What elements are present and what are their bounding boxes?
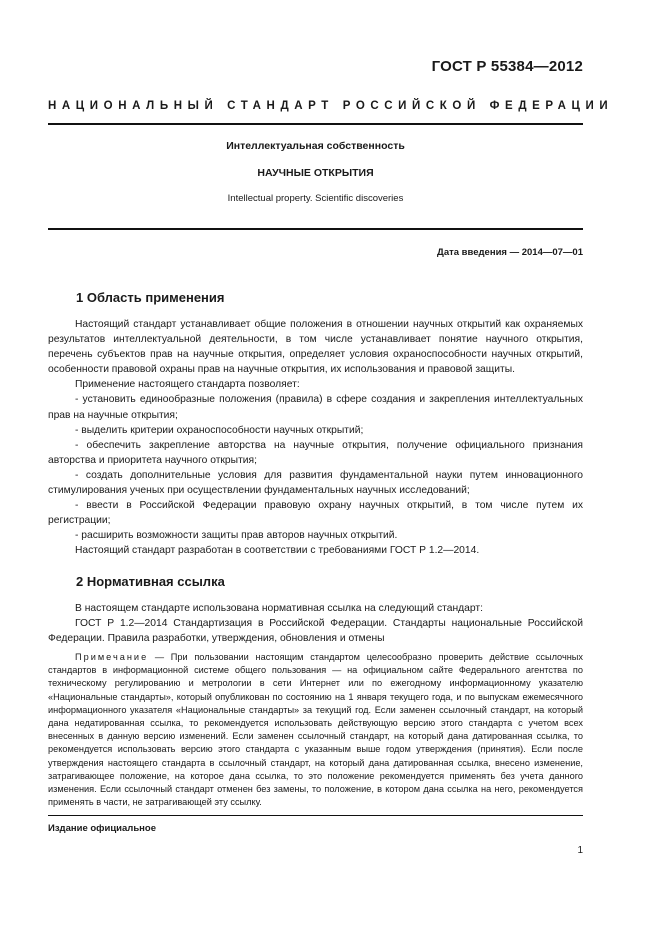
list-item: - выделить критерии охраноспособности научных открытий; [75,424,364,436]
note-text: — При пользовании настоящим стандартом целесообразно проверить действие ссылочных стандартов в информационной системе общего пользования — на официальном сайте Федерального агентства по техническому регулированию и метрологии в сети Интернет или по ежегодному информационному указателю «Национальные стандарты», который опубликован по состоянию на 1 января текущего года, и по выпускам ежемесячного информационного указателя «Национальные стандарты» за текущий год. Если заменен ссылочный стандарт, на который дана недатированная ссылка, то рекомендуется использовать действующую версию этого стандарта с учетом всех внесенных в данную версию изменений. Если заменен ссылочный стандарт, на который дана датированная ссылка, то рекомендуется использовать версию этого стандарта с указанным выше годом утверждения (принятия). Если после утверждения настоящего стандарта в ссылочный стандарт, на который дана датированная ссылка, внесено изменение, затрагивающее положение, на которое дана ссылка, то это положение рекомендуется применять без учета данного изменения. Если ссылочный стандарт отменен без замены, то положение, в котором дана ссылка на него, рекомендуется применять в части, не затрагивающей эту ссылку. [48,652,583,808]
footer-divider [48,815,583,816]
document-title: Интеллектуальная собственность [226,140,405,152]
top-divider [48,123,583,125]
paragraph: Настоящий стандарт устанавливает общие положения в отношении научных открытий как охраняемых результатов интеллектуальной деятельности, в том числе устанавливает понятие научного открытия, перечень субъектов прав на научные открытия, определяет условия охраноспособности научных открытий, особенности правовой охраны прав на научные открытия, их использования и правовой защиты. [48,319,583,376]
introduction-date: Дата введения — 2014—07—01 [437,247,583,258]
gost-number: ГОСТ Р 55384—2012 [431,58,583,75]
official-edition-label: Издание официальное [48,823,156,834]
list-item: - расширить возможности защиты прав авторов научных открытий. [75,530,398,542]
national-standard-banner: НАЦИОНАЛЬНЫЙ СТАНДАРТ РОССИЙСКОЙ ФЕДЕРАЦИИ [48,100,614,112]
document-title-english: Intellectual property. Scientific discoveries [227,193,404,204]
paragraph: В настоящем стандарте использована нормативная ссылка на следующий стандарт: [75,603,483,614]
paragraph: Настоящий стандарт разработан в соответствии с требованиями ГОСТ Р 1.2—2014. [75,545,480,557]
reference-note [48,651,583,809]
section-2-body [48,601,583,646]
list-item: - создать дополнительные условия для развития фундаментальной науки путем инновационного стимулирования ученых при осуществлении фундаментальных научных исследований; [48,469,583,497]
page-number: 1 [577,845,583,856]
document-subtitle: НАУЧНЫЕ ОТКРЫТИЯ [257,167,374,179]
note-label: Примечание [75,652,149,662]
section-2-heading: 2 Нормативная ссылка [76,574,225,589]
section-1-heading: 1 Область применения [76,290,225,305]
list-item: - ввести в Российской Федерации правовую охрану научных открытий, в том числе путем их регистрации; [48,500,583,527]
list-item: - обеспечить закрепление авторства на научные открытия, получение официального признания авторства и приоритета научного открытия; [48,439,583,466]
section-1-body [48,317,583,559]
reference-entry: ГОСТ Р 1.2—2014 Стандартизация в Российской Федерации. Стандарты национальные Российской Федерации. Правила разработки, утверждения, обновления и отмены [48,618,583,645]
title-divider [48,228,583,230]
list-item: - установить единообразные положения (правила) в сфере создания и закрепления интеллектуальных прав на научные открытия; [48,394,583,421]
paragraph: Применение настоящего стандарта позволяет: [75,379,300,391]
